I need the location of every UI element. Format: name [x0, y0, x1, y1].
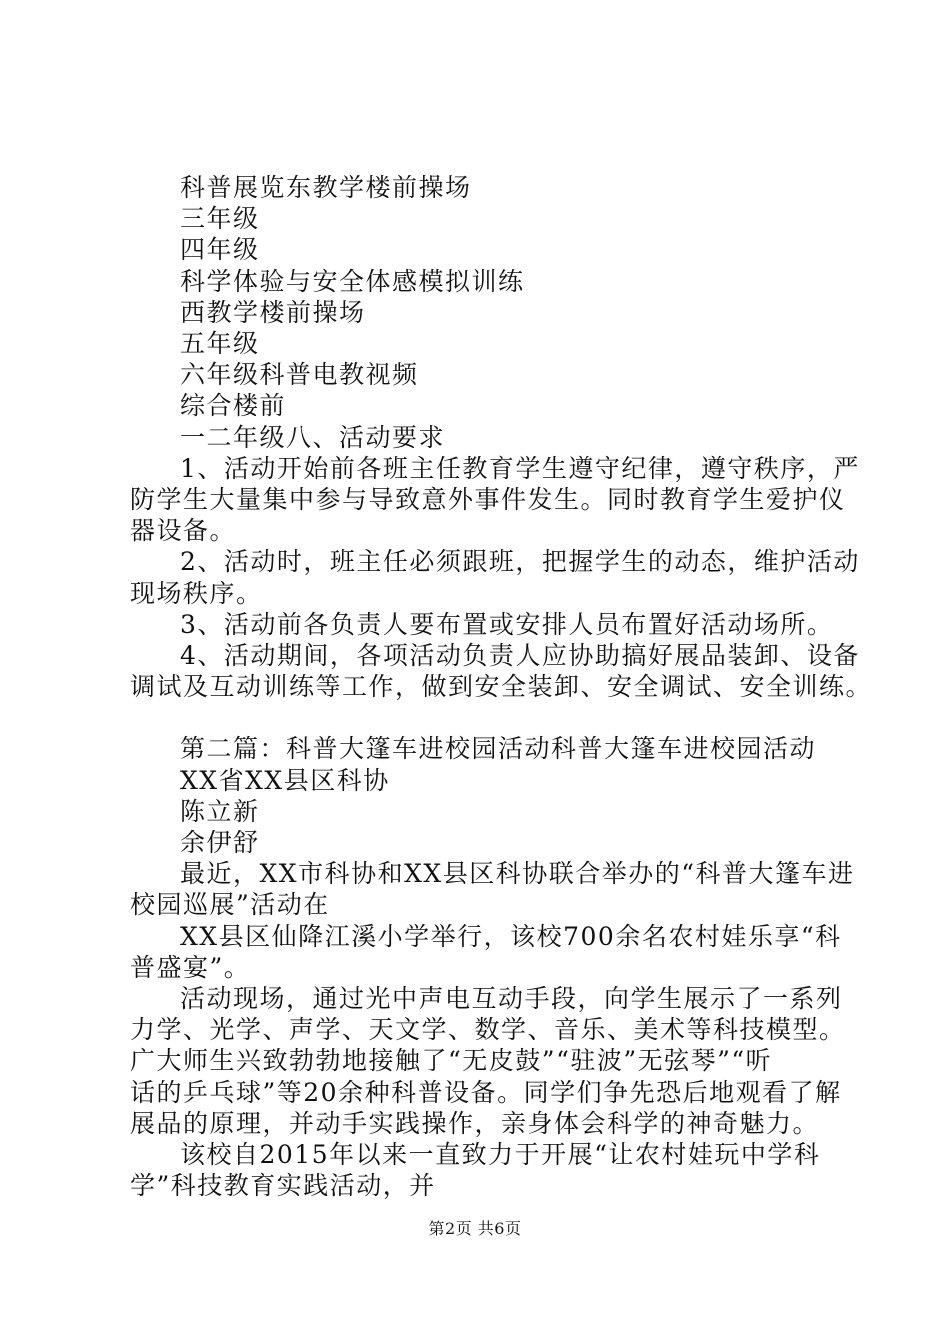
requirement-1-line: 器设备。	[130, 516, 237, 546]
schedule-line: 科学体验与安全体感模拟训练	[180, 266, 525, 296]
author-name: 陈立新	[180, 796, 260, 826]
page-footer: 第2页 共6页	[428, 1219, 522, 1238]
paragraph-2-line: XX县区仙降江溪小学举行，该校700余名农村娃乐享“科	[180, 921, 842, 951]
requirement-4-line: 调试及互动训练等工作，做到安全装卸、安全调试、安全训练。	[130, 672, 873, 702]
schedule-line: 五年级	[180, 329, 260, 359]
paragraph-3-line: 广大师生兴致勃勃地接触了“无皮鼓”“驻波”无弦琴”“听	[130, 1046, 773, 1076]
schedule-line: 西教学楼前操场	[180, 297, 366, 327]
section-gap	[130, 702, 850, 733]
requirement-1-line: 1、活动开始前各班主任教育学生遵守纪律，遵守秩序，严	[180, 453, 860, 483]
schedule-line: 科普展览东教学楼前操场	[180, 173, 472, 202]
paragraph-3-line: 力学、光学、声学、天文学、数学、音乐、美术等科技模型。	[130, 1015, 846, 1045]
requirement-3-line: 3、活动前各负责人要布置或安排人员布置好活动场所。	[180, 609, 834, 639]
requirement-4-line: 4、活动期间，各项活动负责人应协助搞好展品装卸、设备	[180, 641, 860, 671]
paragraph-1-line: 最近，XX市科协和XX县区科协联合举办的“科普大篷车进	[180, 859, 855, 889]
organization: XX省XX县区科协	[180, 765, 390, 795]
section-two-title: 第二篇：科普大篷车进校园活动科普大篷车进校园活动	[180, 734, 817, 764]
paragraph-1-line: 校园巡展”活动在	[130, 890, 330, 920]
requirement-2-line: 2、活动时，班主任必须跟班，把握学生的动态，维护活动	[180, 547, 860, 577]
paragraph-3-line: 话的乒乓球”等20余种科普设备。同学们争先恐后地观看了解	[130, 1077, 842, 1107]
document-body	[130, 172, 873, 1202]
author-name: 余伊舒	[180, 828, 260, 858]
schedule-line: 一二年级八、活动要求	[180, 422, 446, 452]
paragraph-3-line: 展品的原理，并动手实践操作，亲身体会科学的神奇魅力。	[130, 1108, 820, 1138]
schedule-line: 综合楼前	[180, 391, 287, 421]
schedule-line: 六年级科普电教视频	[180, 360, 419, 390]
paragraph-4-line: 该校自2015年以来一直致力于开展“让农村娃玩中学科	[180, 1140, 821, 1170]
requirement-1-line: 防学生大量集中参与导致意外事件发生。同时教育学生爱护仪	[130, 485, 846, 515]
schedule-line: 四年级	[180, 235, 260, 265]
requirement-2-line: 现场秩序。	[130, 578, 263, 608]
paragraph-4-line: 学”科技教育实践活动，并	[130, 1171, 436, 1201]
paragraph-2-line: 普盛宴”。	[130, 952, 251, 982]
paragraph-3-line: 活动现场，通过光中声电互动手段，向学生展示了一系列	[180, 984, 843, 1014]
schedule-line: 三年级	[180, 204, 260, 234]
